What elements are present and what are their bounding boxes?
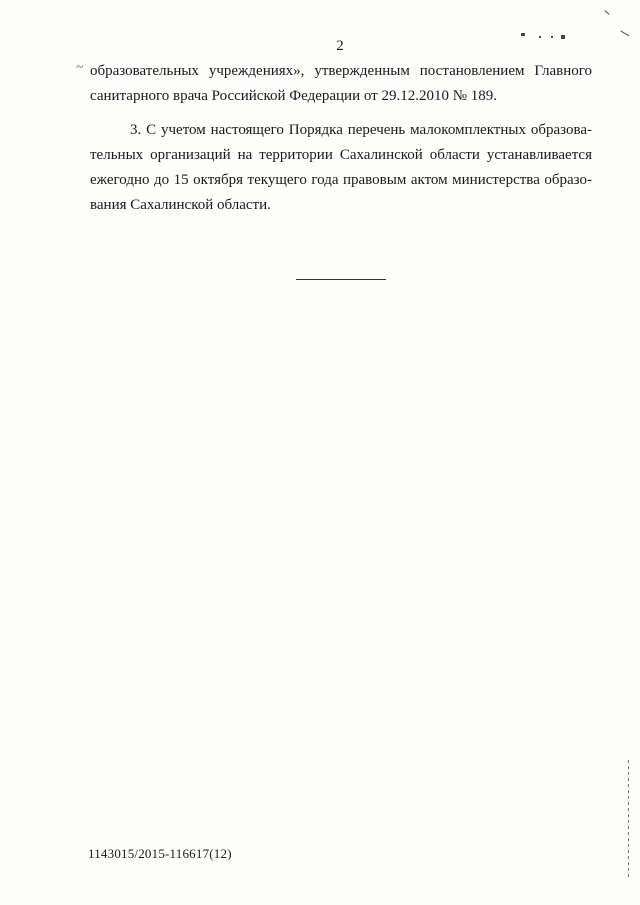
paragraph-line: вания Сахалинской области. bbox=[90, 197, 271, 213]
registration-number: 1143015/2015-116617(12) bbox=[88, 846, 232, 861]
scan-speck bbox=[521, 33, 525, 36]
end-separator-line bbox=[296, 279, 386, 280]
scan-mark: ~ bbox=[76, 60, 84, 75]
paragraph-line: ежегодно до 15 октября текущего года правовым актом министерства образо- bbox=[90, 172, 592, 188]
scan-speck bbox=[620, 31, 629, 37]
scan-edge-line bbox=[628, 760, 629, 880]
paragraph-line: тельных организаций на территории Сахалинской области устанавливается bbox=[90, 147, 592, 163]
paragraph-line: образовательных учреждениях», утвержденным постановлением Главного bbox=[90, 63, 592, 79]
paragraph-line: 3. С учетом настоящего Порядка перечень малокомплектных образова- bbox=[130, 122, 592, 138]
scan-speck bbox=[604, 10, 609, 15]
continued-paragraph bbox=[90, 59, 592, 109]
paragraph-3 bbox=[90, 118, 592, 218]
page-number: 2 bbox=[336, 38, 344, 54]
paragraph-line: санитарного врача Российской Федерации от 29.12.2010 № 189. bbox=[90, 88, 498, 104]
